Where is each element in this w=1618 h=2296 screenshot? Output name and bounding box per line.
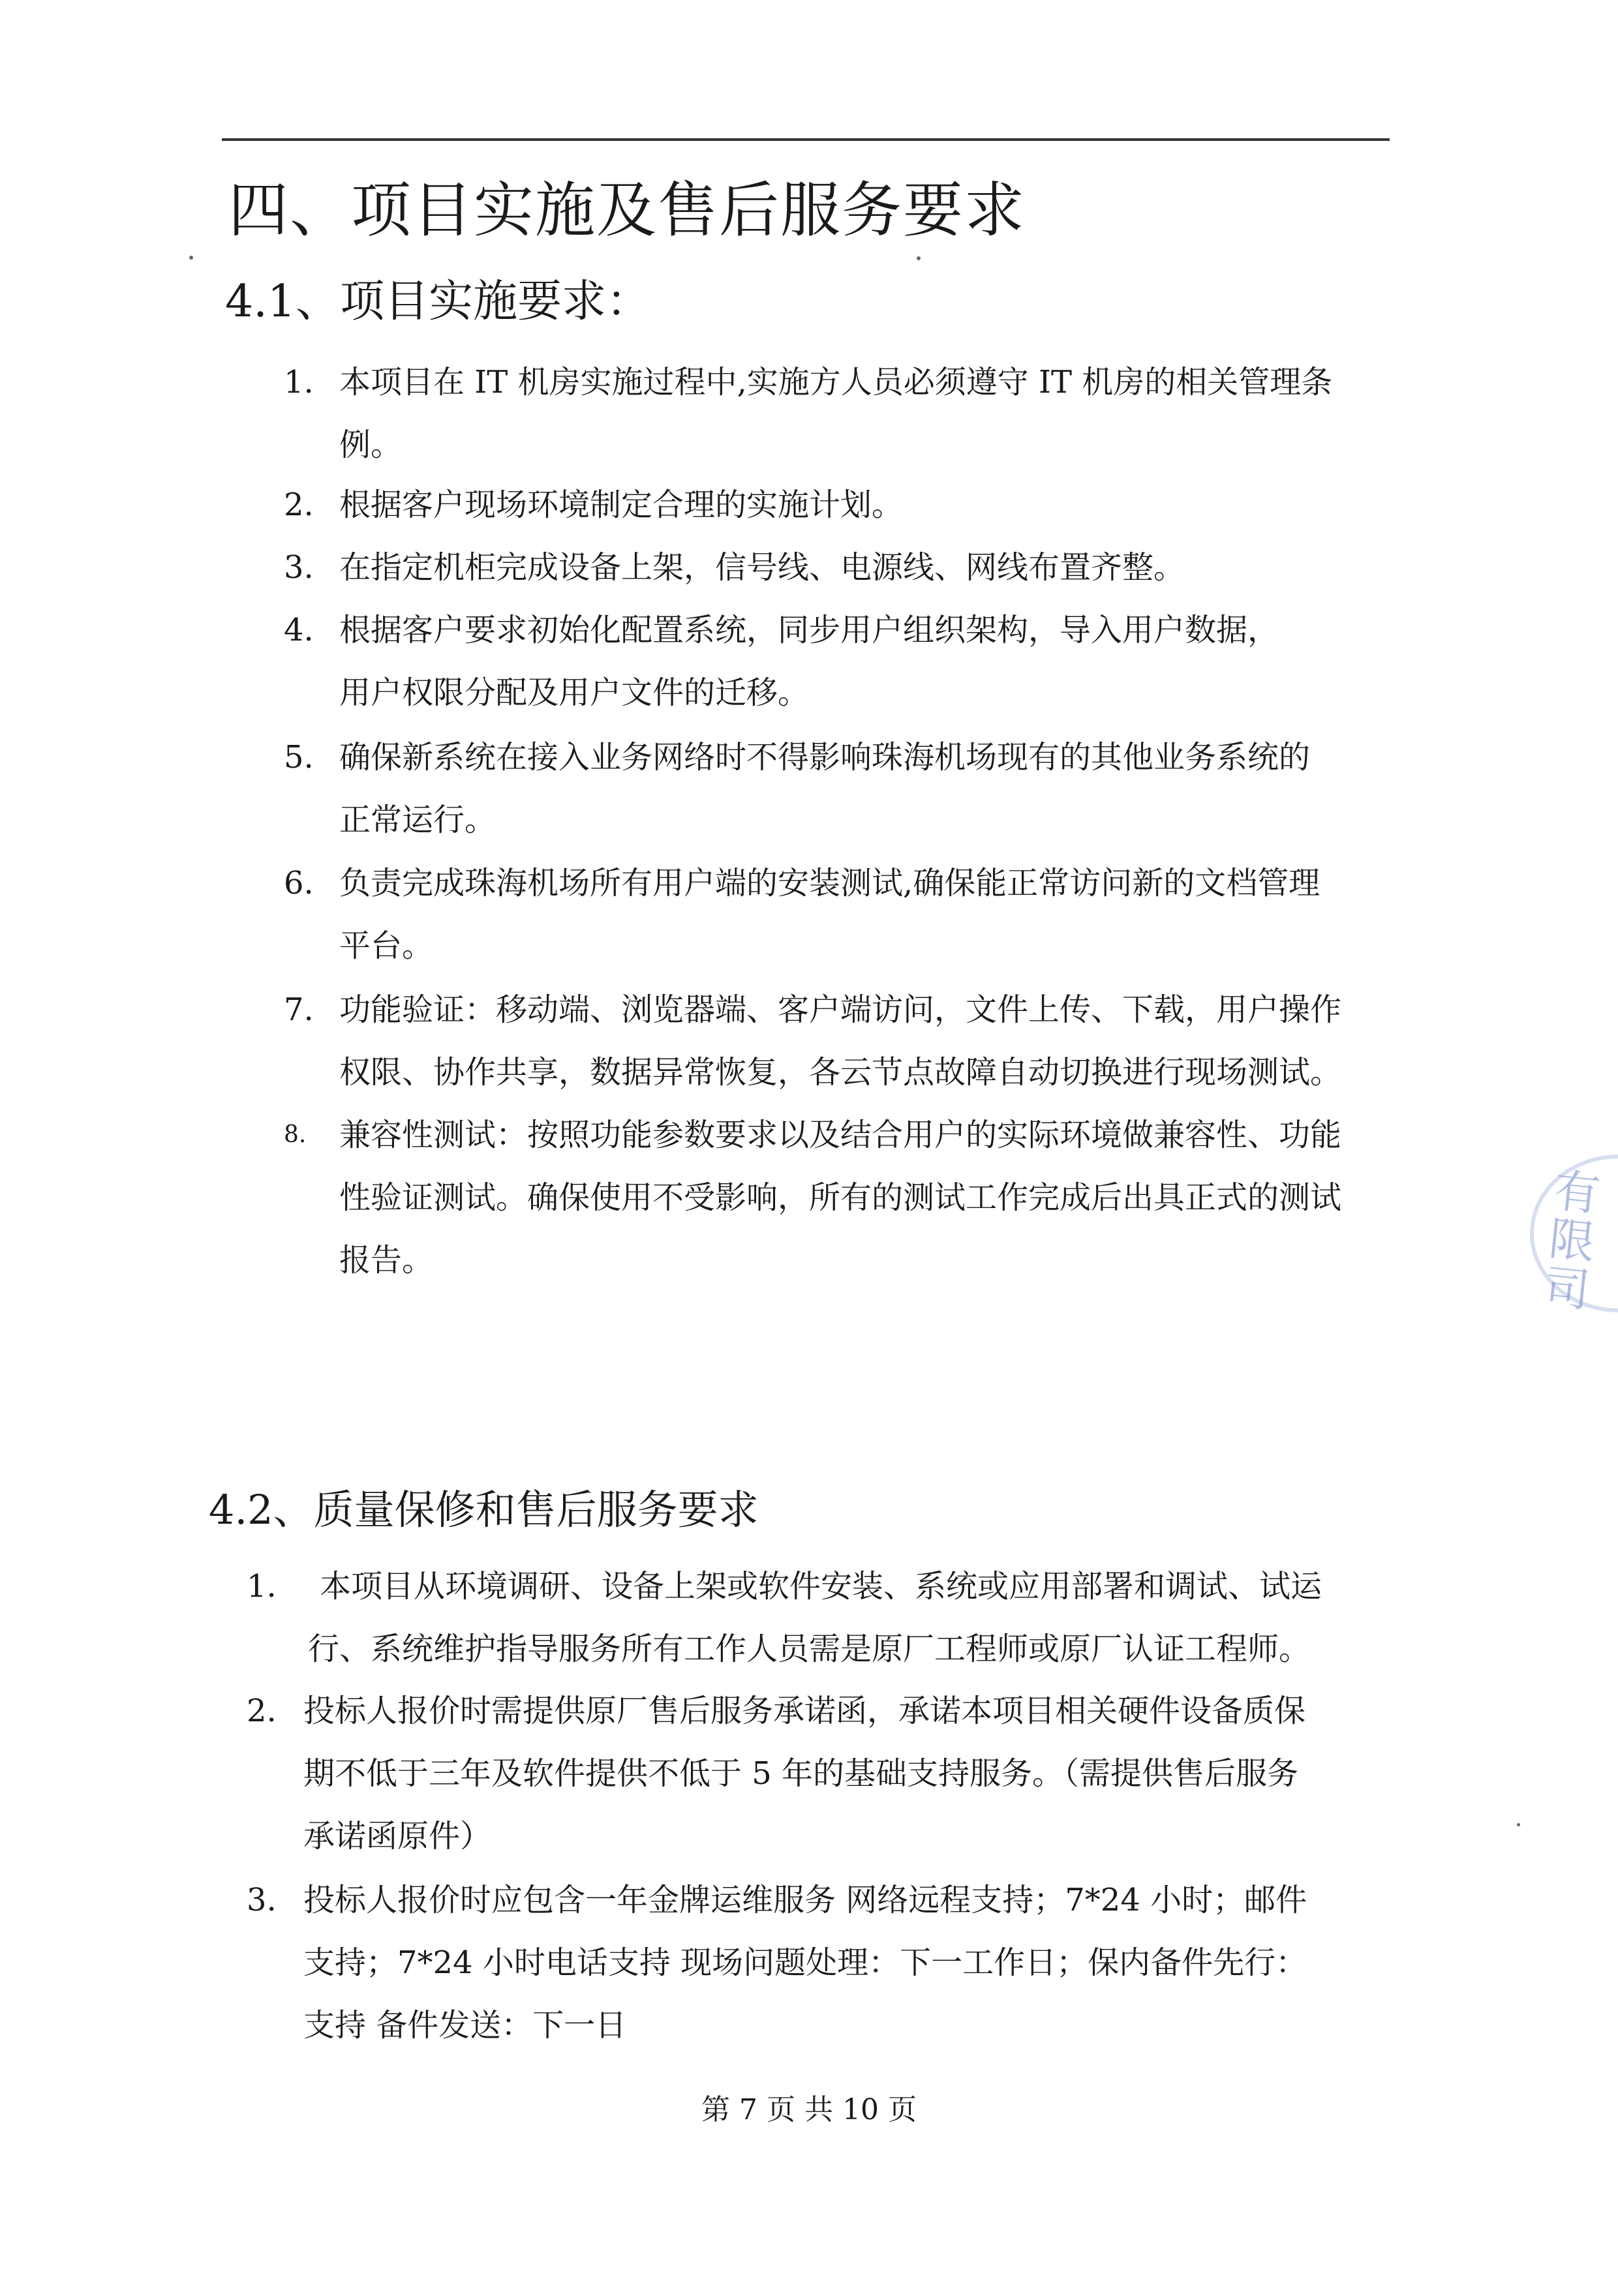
list-item: [0, 726, 1435, 856]
item-line: 例。: [339, 427, 403, 463]
list-item: [0, 852, 1435, 982]
list-item: [0, 978, 1435, 1109]
item-line: 投标人报价时应包含一年金牌运维服务 网络远程支持；7*24 小时；邮件: [303, 1882, 1307, 1918]
seal-text: 有限司: [1534, 1165, 1603, 1315]
item-line: 支持 备件发送：下一日: [303, 2007, 627, 2044]
item-line: 本项目在 IT 机房实施过程中,实施方人员必须遵守 IT 机房的相关管理条: [339, 364, 1333, 400]
item-line: 行、系统维护指导服务所有工作人员需是原厂工程师或原厂认证工程师。: [308, 1631, 1311, 1667]
item-line: 投标人报价时需提供原厂售后服务承诺函，承诺本项目相关硬件设备质保: [303, 1693, 1306, 1729]
item-line: 报告。: [339, 1242, 434, 1278]
item-number: 1.: [284, 364, 314, 400]
item-line: 正常运行。: [339, 802, 496, 838]
chapter-title: 四、项目实施及售后服务要求: [228, 175, 1026, 245]
list-item: [0, 536, 1435, 601]
list-item: [0, 351, 1435, 481]
section-heading-4-2: 4.2、质量保修和售后服务要求: [209, 1486, 759, 1533]
scan-speck: [189, 256, 193, 260]
section-heading-4-1: 4.1、项目实施要求：: [225, 276, 651, 327]
header-rule: [222, 138, 1390, 141]
item-line: 功能验证：移动端、浏览器端、客户端访问，文件上传、下载，用户操作: [339, 991, 1342, 1028]
item-line: 根据客户要求初始化配置系统，同步用户组织架构，导入用户数据，: [339, 612, 1279, 648]
list-item: [0, 474, 1435, 539]
item-line: 期不低于三年及软件提供不低于 5 年的基础支持服务。（需提供售后服务: [303, 1755, 1299, 1792]
list-item: [0, 1869, 1435, 2064]
list-item: [0, 1680, 1435, 1875]
item-number: 2.: [284, 487, 314, 523]
list-item: [0, 1104, 1435, 1299]
item-line: 承诺函原件）: [303, 1818, 492, 1854]
item-number: 8.: [284, 1121, 307, 1148]
page-number: 第 7 页 共 10 页: [701, 2093, 917, 2126]
item-line: 本项目从环境调研、设备上架或软件安装、系统或应用部署和调试、试运: [320, 1568, 1322, 1605]
scan-speck: [917, 256, 921, 260]
item-line: 根据客户现场环境制定合理的实施计划。: [339, 487, 904, 523]
item-line: 性验证测试。确保使用不受影响，所有的测试工作完成后出具正式的测试: [339, 1179, 1342, 1216]
item-line: 确保新系统在接入业务网络时不得影响珠海机场现有的其他业务系统的: [339, 739, 1311, 776]
item-line: 权限、协作共享，数据异常恢复，各云节点故障自动切换进行现场测试。: [339, 1054, 1342, 1091]
item-number: 5.: [284, 739, 314, 776]
list-item: [0, 1555, 1435, 1685]
item-number: 3.: [247, 1882, 277, 1918]
item-number: 4.: [284, 612, 314, 648]
item-number: 6.: [284, 865, 314, 901]
item-line: 支持；7*24 小时电话支持 现场问题处理：下一工作日；保内备件先行：: [303, 1944, 1307, 1981]
item-number: 2.: [247, 1693, 277, 1729]
item-number: 1.: [247, 1568, 277, 1605]
item-number: 3.: [284, 549, 314, 586]
item-line: 在指定机柜完成设备上架，信号线、电源线、网线布置齐整。: [339, 549, 1185, 586]
item-line: 兼容性测试：按照功能参数要求以及结合用户的实际环境做兼容性、功能: [339, 1117, 1342, 1153]
list-item: [0, 599, 1435, 729]
company-seal: [1523, 1141, 1618, 1318]
scan-speck: [1517, 1823, 1520, 1826]
item-line: 平台。: [339, 928, 434, 964]
item-line: 负责完成珠海机场所有用户端的安装测试,确保能正常访问新的文档管理: [339, 865, 1320, 901]
item-line: 用户权限分配及用户文件的迁移。: [339, 674, 810, 711]
item-number: 7.: [284, 991, 314, 1028]
